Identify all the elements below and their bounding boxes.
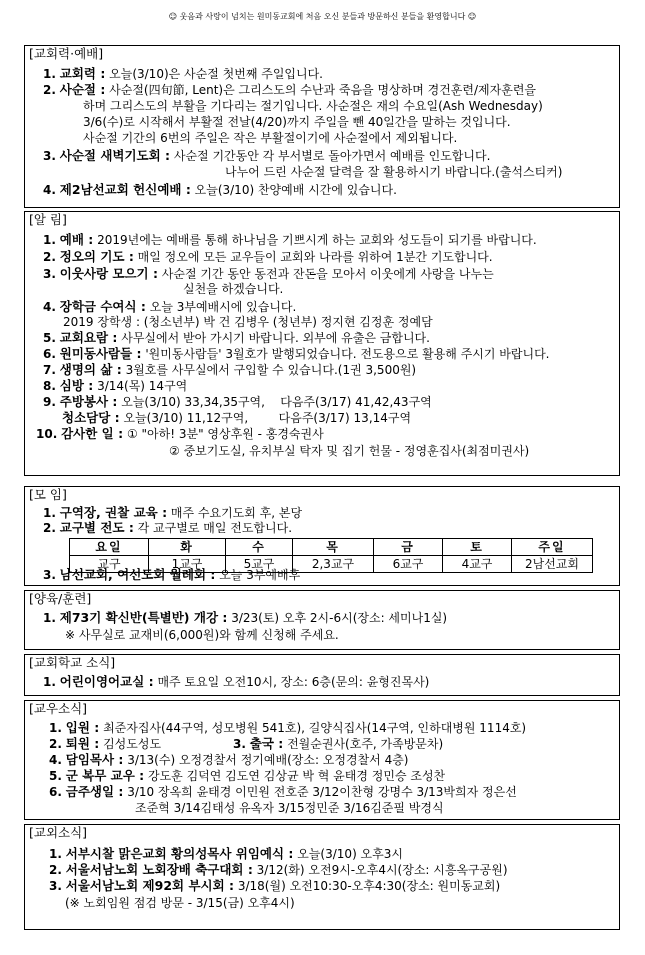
table-header-row bbox=[70, 539, 593, 556]
training-note: ※ 사무실로 교재비(6,000원)와 함께 신청해 주세요. bbox=[65, 628, 339, 642]
section-notice bbox=[24, 211, 620, 476]
notice-item-1: 1. 예배 : 2019년에는 예배를 통해 하나님을 기쁘시게 하는 교회와 성도들이 되기를 바랍니다. bbox=[43, 232, 537, 247]
table-cell: 화 bbox=[149, 539, 226, 556]
table-cell: 수 bbox=[226, 539, 293, 556]
section-title: [교회학교 소식] bbox=[29, 655, 116, 670]
notice-item-8: 8. 심방 : 3/14(목) 14구역 bbox=[43, 378, 188, 393]
section-school bbox=[24, 654, 620, 696]
meeting-item-3: 3. 남선교회, 여선도회 월례회 : 오늘 3부예배후 bbox=[43, 567, 301, 582]
section-training bbox=[24, 590, 620, 650]
external-item-3: 3. 서울서남노회 제92회 부시회 : 3/18(월) 오전10:30-오후4:30(장소: 원미동교회) bbox=[49, 878, 501, 893]
notice-item-3: 3. 이웃사랑 모으기 : 사순절 기간 동안 동전과 잔돈을 모아서 이웃에게 사랑을 나누는 bbox=[43, 266, 494, 281]
members-item-4: 4. 담임목사 : 3/13(수) 오정경찰서 정기예배(장소: 오정경찰서 4층) bbox=[49, 752, 409, 767]
notice-item-5: 5. 교회요람 : 사무실에서 받아 가시기 바랍니다. 외부에 유출은 금합니다. bbox=[43, 330, 430, 345]
notice-item-2: 2. 정오의 기도 : 매일 정오에 모든 교우들이 교회와 나라를 위하여 1분간 기도합니다. bbox=[43, 249, 493, 264]
external-item-2: 2. 서울서남노회 노회장배 축구대회 : 3/12(화) 오전9시-오후4시(장소: 시흥옥구공원) bbox=[49, 862, 508, 877]
members-item-1: 1. 입원 : 최준자집사(44구역, 성모병원 541호), 길양식집사(14구역, 인하대병원 1114호) bbox=[49, 720, 527, 735]
notice-item-4-line-2: 2019 장학생 : (청소년부) 박 건 김병우 (청년부) 정지현 김정훈 정예담 bbox=[63, 315, 433, 329]
meeting-item-1: 1. 구역장, 권찰 교육 : 매주 수요기도회 후, 본당 bbox=[43, 505, 303, 520]
table-cell: 5교구 bbox=[226, 556, 293, 573]
table-cell: 교구 bbox=[70, 556, 149, 573]
welcome-banner: ☺ 웃음과 사랑이 넘치는 원미동교회에 처음 오신 분들과 방문하신 분들을 환영합니다 ☺ bbox=[168, 12, 477, 21]
table-cell: 2남선교회 bbox=[512, 556, 593, 573]
table-cell: 금 bbox=[374, 539, 443, 556]
section-external bbox=[24, 824, 620, 930]
members-item-6: 6. 금주생일 : 3/10 장옥희 윤태경 이민원 전호준 3/12이찬형 강명수 3/13박희자 정은선 bbox=[49, 784, 517, 799]
table-cell: 요일 bbox=[70, 539, 149, 556]
table-cell: 2,3교구 bbox=[293, 556, 374, 573]
members-item-3: 3. 출국 : 전월순권사(호주, 가족방문차) bbox=[233, 736, 444, 751]
worship-item-2-line-2: 하며 그리스도의 부활을 기다리는 절기입니다. 사순절은 재의 수요일(Ash Wednesday) bbox=[83, 99, 543, 113]
table-cell: 1교구 bbox=[149, 556, 226, 573]
section-title: [교회력·예배] bbox=[29, 46, 104, 61]
circled-number: ① bbox=[126, 427, 138, 441]
section-meeting bbox=[24, 486, 620, 586]
notice-item-7: 7. 생명의 삶 : 3월호를 사무실에서 구입할 수 있습니다.(1권 3,500원) bbox=[43, 362, 417, 377]
notice-item-9: 9. 주방봉사 : 오늘(3/10) 33,34,35구역, 다음주(3/17) 41,42,43구역 bbox=[43, 394, 432, 409]
external-item-1: 1. 서부시찰 맑은교회 황의성목사 위임예식 : 오늘(3/10) 오후3시 bbox=[49, 846, 403, 861]
table-cell: 주일 bbox=[512, 539, 593, 556]
section-title: [양육/훈련] bbox=[29, 591, 92, 606]
section-title: [교우소식] bbox=[29, 701, 88, 716]
section-worship bbox=[24, 45, 620, 208]
members-item-6-line-2: 조준혁 3/14김태성 유옥자 3/15정민준 3/16김준필 박경식 bbox=[135, 801, 444, 815]
worship-item-2-line-3: 3/6(수)로 시작해서 부활절 전날(4/20)까지 주일을 뺀 40일간을 말하는 것입니다. bbox=[83, 115, 511, 129]
section-title: [교외소식] bbox=[29, 825, 88, 840]
section-title: [알 림] bbox=[29, 212, 67, 227]
worship-item-1: 1. 교회력 : 오늘(3/10)은 사순절 첫번째 주일입니다. bbox=[43, 66, 324, 81]
meeting-item-2: 2. 교구별 전도 : 각 교구별로 매일 전도합니다. bbox=[43, 520, 293, 535]
worship-item-4: 4. 제2남선교회 헌신예배 : 오늘(3/10) 찬양예배 시간에 있습니다. bbox=[43, 182, 397, 197]
training-item-1: 1. 제73기 확신반(특별반) 개강 : 3/23(토) 오후 2시-6시(장소: 세미나1실) bbox=[43, 610, 448, 625]
section-members bbox=[24, 700, 620, 820]
table-cell: 토 bbox=[443, 539, 512, 556]
notice-item-6: 6. 원미동사람들 : '원미동사람들' 3월호가 발행되었습니다. 전도용으로 활용해 주시기 바랍니다. bbox=[43, 346, 550, 361]
notice-item-10-line-2: ② 중보기도실, 유치부실 탁자 및 집기 헌물 - 정영훈집사(최점미권사) bbox=[169, 444, 530, 458]
members-item-5: 5. 군 복무 교우 : 강도훈 김덕연 김도연 김상균 박 혁 윤태경 정민승 조성찬 bbox=[49, 768, 446, 783]
external-note: (※ 노회임원 점검 방문 - 3/15(금) 오후4시) bbox=[65, 896, 295, 910]
table-cell: 4교구 bbox=[443, 556, 512, 573]
section-title: [모 임] bbox=[29, 487, 67, 502]
notice-item-9-cleaning: 청소담당 : 오늘(3/10) 11,12구역, 다음주(3/17) 13,14구역 bbox=[62, 410, 412, 425]
worship-item-2-line-4: 사순절 기간의 6번의 주일은 작은 부활절이기에 사순절에서 제외됩니다. bbox=[83, 131, 458, 145]
worship-item-3-line-2: 나누어 드린 사순절 달력을 잘 활용하시기 바랍니다.(출석스티커) bbox=[225, 165, 563, 179]
notice-item-4: 4. 장학금 수여식 : 오늘 3부예배시에 있습니다. bbox=[43, 299, 297, 314]
notice-item-3-line-2: 실천을 하겠습니다. bbox=[183, 282, 284, 296]
worship-item-3: 3. 사순절 새벽기도회 : 사순절 기간동안 각 부서별로 돌아가면서 예배를 인도합니다. bbox=[43, 148, 491, 163]
table-cell: 6교구 bbox=[374, 556, 443, 573]
notice-item-10: 10. 감사한 일 : ① "아하! 3분" 영상후원 - 홍경숙권사 bbox=[36, 426, 324, 441]
circled-number: ② bbox=[169, 444, 180, 458]
members-item-2: 2. 퇴원 : 김성도성도 bbox=[49, 736, 162, 751]
table-cell: 목 bbox=[293, 539, 374, 556]
school-item-1: 1. 어린이영어교실 : 매주 토요일 오전10시, 장소: 6층(문의: 윤형진목사) bbox=[43, 674, 430, 689]
worship-item-2: 2. 사순절 : 사순절(四旬節, Lent)은 그리스도의 수난과 죽음을 명상하며 경건훈련/제자훈련을 bbox=[43, 82, 536, 97]
